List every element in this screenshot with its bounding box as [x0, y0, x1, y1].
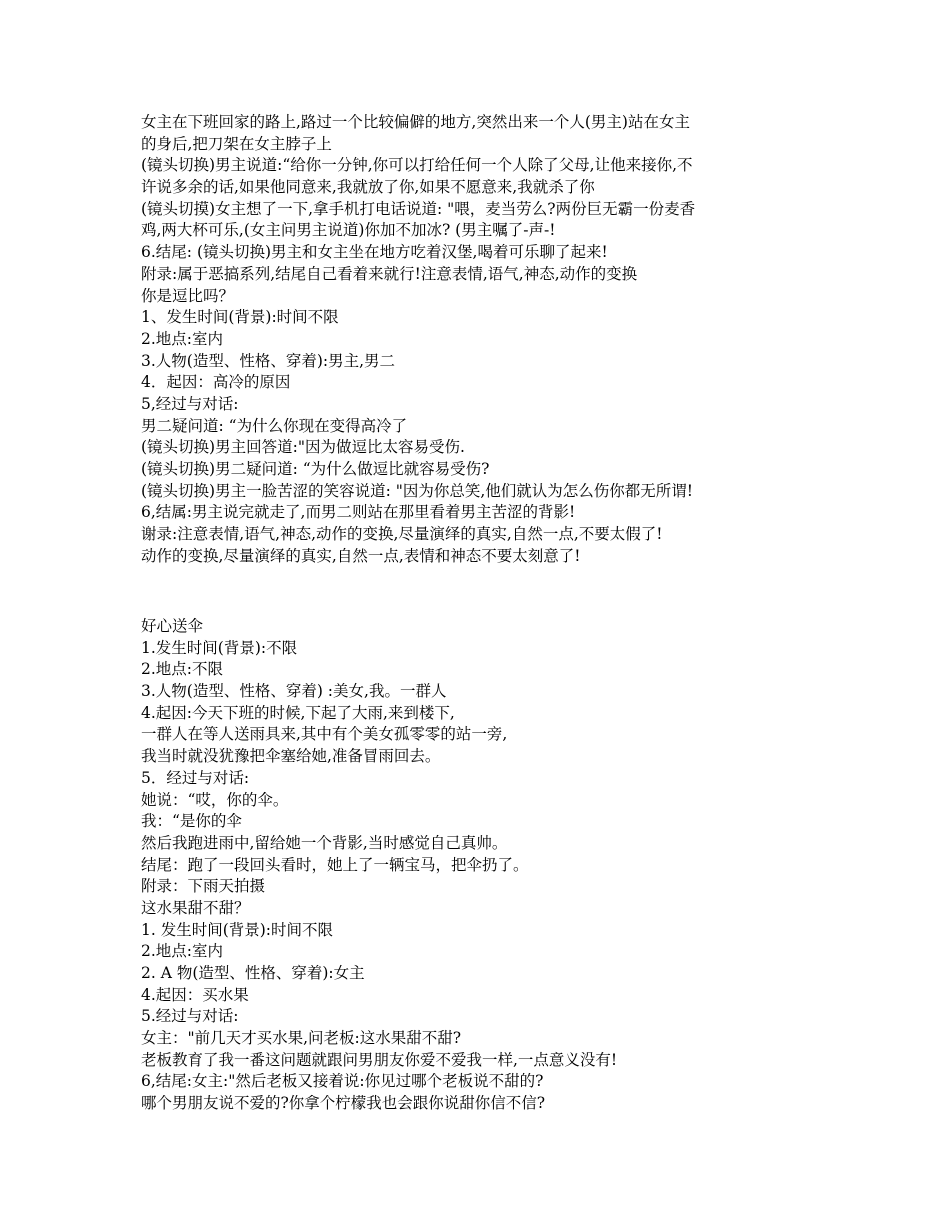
text-line: 3.人物(造型、性格、穿着):男主,男二 [141, 351, 396, 370]
text-line: 哪个男朋友说不爱的?你拿个柠檬我也会跟你说甜你信不信? [141, 1094, 546, 1113]
text-line: 许说多余的话,如果他同意来,我就放了你,如果不愿意来,我就杀了你 [141, 178, 595, 197]
text-line: 谢录:注意表情,语气,神态,动作的变换,尽量演绎的真实,自然一点,不要太假了! [141, 525, 663, 544]
text-line: 男二疑问道: “为什么你现在变得高冷了 [141, 416, 408, 435]
text-line: 女主在下班回家的路上,路过一个比较偏僻的地方,突然出来一个人(男主)站在女主 [141, 113, 690, 131]
text-line: 2.地点:室内 [141, 942, 224, 961]
text-line: 一群人在等人送雨具来,其中有个美女孤零零的站一旁, [141, 725, 508, 744]
text-line: 动作的变换,尽量演绎的真实,自然一点,表情和神态不要太刻意了! [141, 546, 581, 565]
script-section-1 [141, 112, 831, 567]
text-line: 我当时就没犹豫把伞塞给她,准备冒雨回去。 [141, 747, 441, 766]
text-line: 鸡,两大杯可乐,(女主问男主说道)你加不加冰? (男主嘱了-声-! [141, 221, 556, 240]
section-heading: 好心送伞 [141, 617, 204, 635]
text-line: 5.经过与对话: [141, 1007, 239, 1026]
text-line: 然后我跑进雨中,留给她一个背影,当时感觉自己真帅。 [141, 833, 508, 852]
text-line: 6.结尾: (镜头切换)男主和女主坐在地方吃着汉堡,喝着可乐聊了起来! [141, 243, 608, 262]
text-line: 3.人物(造型、性格、穿着) :美女,我。一群人 [141, 682, 447, 701]
text-line: (镜头切换)男主一脸苦涩的笑容说道: "因为你总笑,他们就认为怎么伤你都无所谓! [141, 481, 694, 500]
text-line: 我：“是你的伞 [141, 812, 242, 831]
text-line: 4.起因：买水果 [141, 985, 249, 1004]
text-line: (镜头切换)男主说道:“给你一分钟,你可以打给任何一个人除了父母,让他来接你,不 [141, 156, 693, 175]
text-line: 附录:属于恶搞系列,结尾自己看着来就行!注意表情,语气,神态,动作的变换 [141, 264, 638, 283]
text-line: (镜头切换)男主回答道:"因为做逗比太容易受伤. [141, 438, 465, 457]
text-line: 1、发生时间(背景):时间不限 [141, 308, 339, 327]
text-line: 1. 发生时间(背景):时间不限 [141, 920, 334, 939]
text-line: (镜头切摸)女主想了一下,拿手机打电话说道: "喂，麦当劳么?两份巨无霸一份麦香 [141, 199, 696, 218]
text-line: 4.起因:今天下班的时候,下起了大雨,来到楼下, [141, 703, 455, 722]
section-heading: 你是逗比吗？ [141, 286, 235, 305]
text-line: 2.地点:室内 [141, 329, 224, 348]
text-line: 女主："前几天才买水果,问老板:这水果甜不甜? [141, 1029, 462, 1048]
text-line: (镜头切换)男二疑问道: “为什么做逗比就容易受伤? [141, 460, 490, 478]
text-line: 4．起因：高冷的原因 [141, 373, 291, 392]
text-line: 的身后,把刀架在女主脖子上 [141, 134, 332, 153]
text-line: 结尾：跑了一段回头看时，她上了一辆宝马，把伞扔了。 [141, 855, 529, 874]
text-line: 6,结属:男主说完就走了,而男二则站在那里看着男主苦涩的背影! [141, 503, 576, 522]
text-line: 附录：下雨天拍摄 [141, 877, 266, 896]
script-section-2 [141, 616, 831, 1115]
text-line: 6,结尾:女主:"然后老板又接着说:你见过哪个老板说不甜的? [141, 1072, 544, 1091]
text-line: 她说：“哎，你的伞。 [141, 790, 289, 809]
text-line: 2. A 物(造型、性格、穿着):女主 [141, 964, 365, 982]
text-line: 1.发生时间(背景):不限 [141, 638, 298, 657]
text-line: 5,经过与对话: [141, 394, 239, 413]
section-heading: 这水果甜不甜？ [141, 898, 250, 917]
text-line: 老板教育了我一番这问题就跟问男朋友你爱不爱我一样,一点意义没有! [141, 1050, 618, 1069]
text-line: 5．经过与对话: [141, 768, 250, 787]
text-line: 2.地点:不限 [141, 660, 224, 679]
